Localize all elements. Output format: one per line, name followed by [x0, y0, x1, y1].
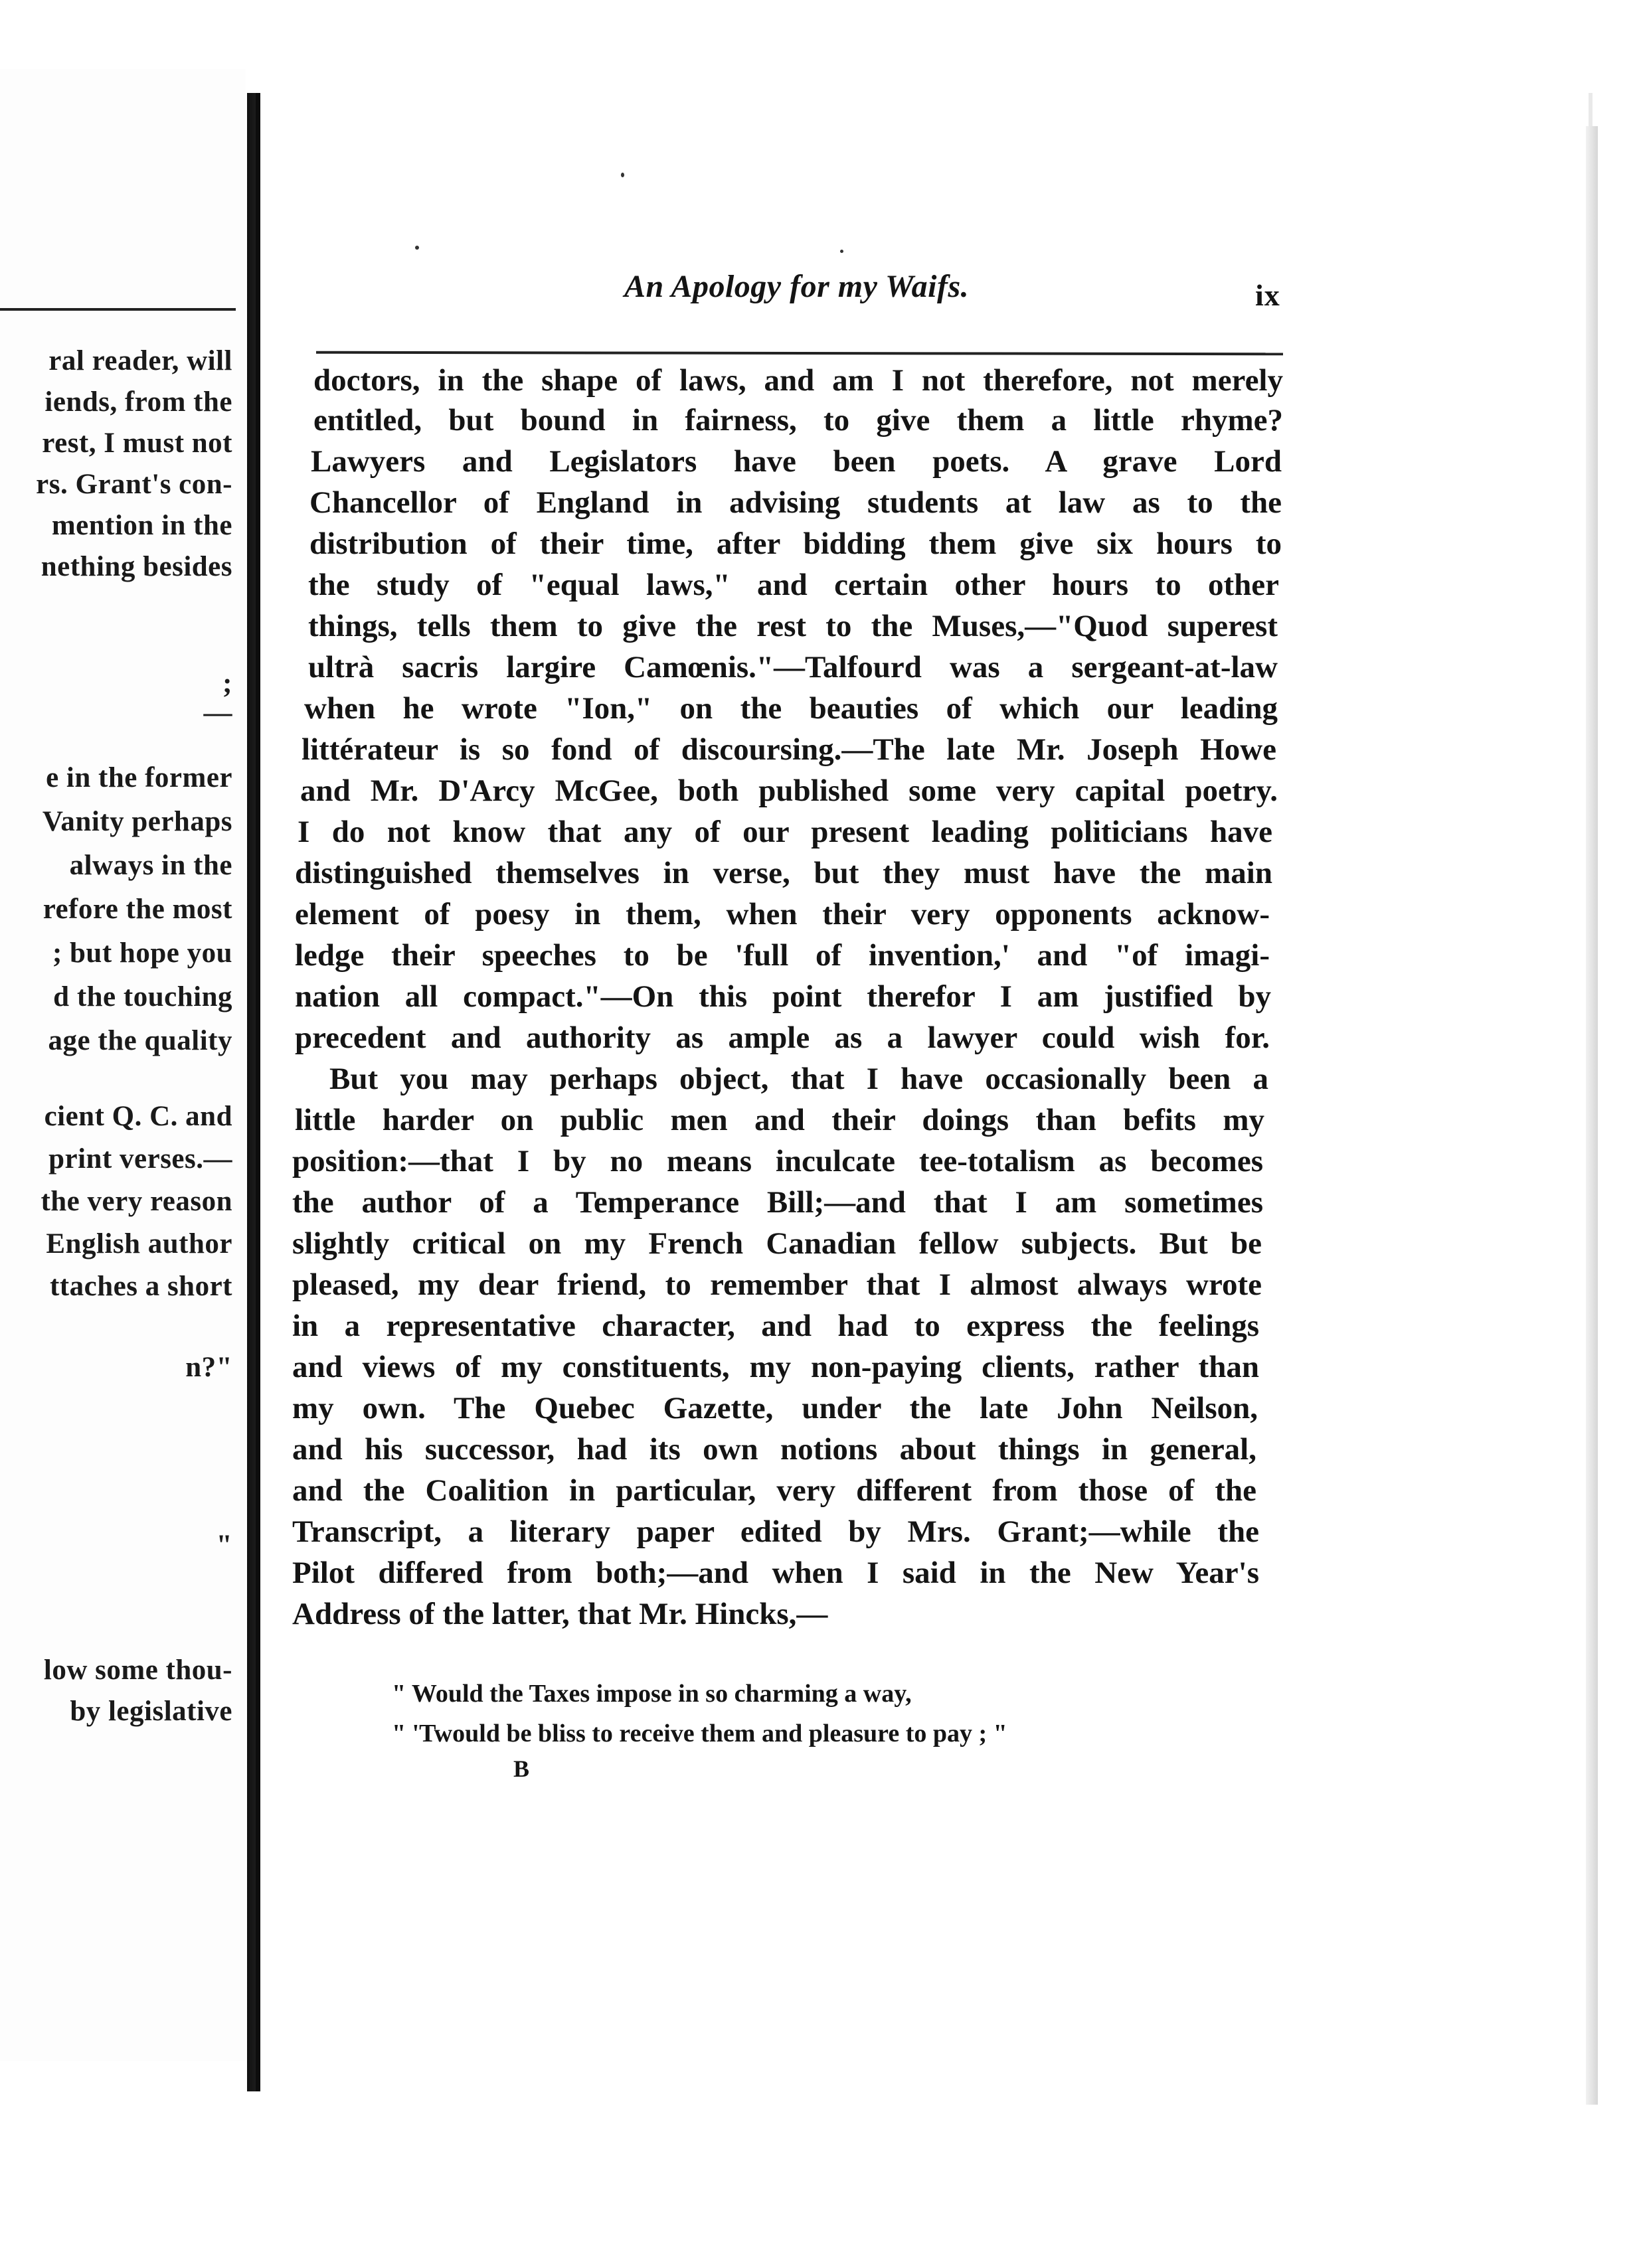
left-line: ttaches a short	[49, 1271, 232, 1302]
body-line: the study of "equal laws," and certain other hours to other	[308, 568, 1279, 602]
body-line: littérateur is so fond of discoursing.—The late Mr. Joseph Howe	[302, 732, 1276, 767]
ink-speck	[840, 250, 843, 253]
body-line: ultrà sacris largire Camœnis."—Talfourd was a sergeant-at-law	[308, 650, 1278, 685]
left-line: —	[203, 697, 232, 728]
body-line: doctors, in the shape of laws, and am I not therefore, not merely	[313, 363, 1283, 398]
left-line: print verses.—	[48, 1143, 232, 1174]
ink-speck	[415, 246, 419, 250]
body-line: Address of the latter, that Mr. Hincks,—	[292, 1597, 828, 1631]
body-line: little harder on public men and their doings than befits my	[295, 1103, 1264, 1137]
left-line: always in the	[69, 850, 232, 881]
left-line: ; but hope you	[52, 937, 232, 969]
body-line: when he wrote "Ion," on the beauties of which our leading	[304, 691, 1278, 726]
left-line: rs. Grant's con-	[36, 469, 232, 500]
body-line: Chancellor of England in advising students at law as to the	[309, 485, 1282, 520]
body-line: element of poesy in them, when their very opponents acknow-	[295, 897, 1270, 932]
body-line: nation all compact."—On this point therefor I am justified by	[295, 979, 1271, 1014]
left-line: e in the former	[46, 762, 232, 793]
left-line: ;	[222, 668, 232, 699]
ink-speck	[621, 173, 624, 177]
body-line: Pilot differed from both;—and when I said in the New Year's	[292, 1556, 1259, 1590]
left-line: English author	[46, 1228, 232, 1259]
left-line: Vanity perhaps	[42, 806, 232, 837]
left-line: cient Q. C. and	[44, 1101, 232, 1132]
left-line: rest, I must not	[42, 428, 232, 459]
quote-line: " Would the Taxes impose in so charming a way,	[392, 1680, 912, 1708]
running-head: An Apology for my Waifs.	[624, 269, 970, 304]
left-line: by legislative	[70, 1696, 232, 1727]
quote-line: " 'Twould be bliss to receive them and pleasure to pay ; "	[392, 1720, 1007, 1747]
body-line: position:—that I by no means inculcate tee-totalism as becomes	[292, 1144, 1263, 1178]
body-line: Transcript, a literary paper edited by Mrs. Grant;—while the	[292, 1514, 1259, 1549]
left-line: iends, from the	[44, 386, 232, 418]
body-line: things, tells them to give the rest to the Muses,—"Quod superest	[308, 609, 1278, 643]
left-line: low some thou-	[43, 1655, 232, 1686]
body-line: But you may perhaps object, that I have occasionally been a	[329, 1062, 1268, 1096]
body-line: Lawyers and Legislators have been poets. A grave Lord	[311, 444, 1282, 479]
body-line: ledge their speeches to be 'full of invention,' and "of imagi-	[295, 938, 1270, 973]
body-line: and his successor, had its own notions about things in general,	[292, 1432, 1256, 1467]
page-edge	[1586, 126, 1598, 2105]
left-line: "	[216, 1530, 232, 1561]
body-line: and views of my constituents, my non-paying clients, rather than	[292, 1350, 1259, 1384]
left-line: mention in the	[51, 510, 232, 541]
left-header-rule	[0, 308, 236, 311]
body-line: entitled, but bound in fairness, to give them a little rhyme?	[313, 403, 1283, 438]
body-line: and the Coalition in particular, very different from those of the	[292, 1473, 1256, 1508]
left-line: n?"	[185, 1352, 232, 1383]
left-line: ral reader, will	[48, 345, 232, 376]
body-line: distribution of their time, after bidding them give six hours to	[309, 526, 1282, 561]
left-line: age the quality	[48, 1025, 232, 1056]
body-line: the author of a Temperance Bill;—and that I am sometimes	[292, 1185, 1263, 1220]
left-line: d the touching	[53, 981, 232, 1012]
body-line: I do not know that any of our present leading politicians have	[298, 815, 1272, 849]
body-line: and Mr. D'Arcy McGee, both published some very capital poetry.	[300, 773, 1278, 808]
left-line: nething besides	[41, 551, 232, 582]
body-line: pleased, my dear friend, to remember that I almost always wrote	[292, 1267, 1262, 1302]
body-line: slightly critical on my French Canadian fellow subjects. But be	[292, 1226, 1262, 1261]
signature-mark: B	[513, 1755, 530, 1782]
left-line: the very reason	[41, 1186, 232, 1217]
body-line: distinguished themselves in verse, but they must have the main	[295, 856, 1272, 890]
body-line: my own. The Quebec Gazette, under the late John Neilson,	[292, 1391, 1258, 1425]
body-line: precedent and authority as ample as a lawyer could wish for.	[295, 1020, 1270, 1055]
left-line: refore the most	[43, 894, 232, 925]
page-number: ix	[1255, 278, 1280, 312]
body-line: in a representative character, and had to express the feelings	[292, 1309, 1259, 1343]
